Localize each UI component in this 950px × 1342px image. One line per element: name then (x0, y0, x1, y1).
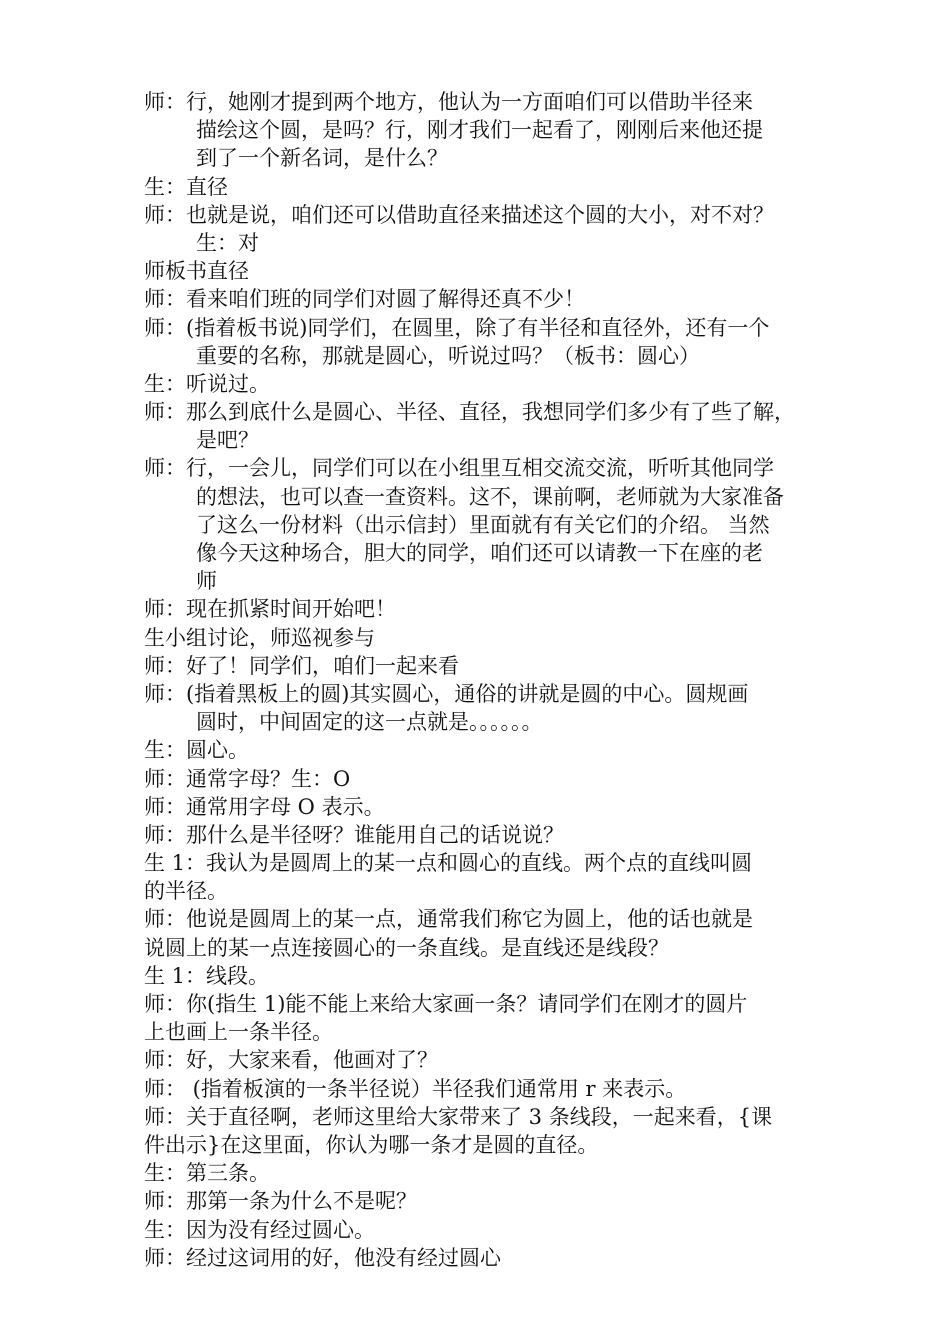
dialogue-line: 上也画上一条半径。 (144, 1020, 333, 1045)
dialogue-line: 是吧？ (196, 428, 259, 453)
dialogue-line: 生 1：我认为是圆周上的某一点和圆心的直线。两个点的直线叫圆 (144, 851, 753, 876)
dialogue-line: 件出示}在这里面，你认为哪一条才是圆的直径。 (144, 1132, 599, 1157)
dialogue-paragraph (144, 765, 884, 793)
dialogue-paragraph (144, 962, 884, 990)
dialogue-line: 师：通常用字母 O 表示。 (144, 794, 385, 819)
dialogue-line: 的半径。 (144, 879, 228, 904)
dialogue-line: 说圆上的某一点连接圆心的一条直线。是直线还是线段？ (144, 935, 669, 960)
dialogue-paragraph (144, 736, 884, 764)
dialogue-line: 师：那么到底什么是圆心、半径、直径，我想同学们多少有了些了解， (144, 400, 795, 425)
dialogue-paragraph (144, 821, 884, 849)
dialogue-line: 生：因为没有经过圆心。 (144, 1217, 375, 1242)
dialogue-paragraph (144, 1075, 884, 1103)
dialogue-line: 师：好，大家来看，他画对了？ (144, 1048, 438, 1073)
dialogue-paragraph (144, 652, 884, 680)
dialogue-line: 生：第三条。 (144, 1161, 270, 1186)
dialogue-paragraph (144, 624, 884, 652)
dialogue-paragraph (144, 1103, 884, 1159)
dialogue-paragraph (144, 1046, 884, 1074)
dialogue-paragraph (144, 990, 884, 1046)
dialogue-paragraph (144, 173, 884, 201)
dialogue-line: 师：好了！同学们，咱们一起来看 (144, 653, 459, 678)
dialogue-line: 师板书直径 (144, 259, 249, 284)
dialogue-paragraph (144, 905, 884, 961)
dialogue-paragraph (144, 201, 884, 257)
dialogue-paragraph (144, 680, 884, 736)
dialogue-paragraph (144, 1244, 884, 1272)
dialogue-line: 生：听说过。 (144, 371, 270, 396)
dialogue-line: 师：你(指生 1)能不能上来给大家画一条？请同学们在刚才的圆片 (144, 992, 748, 1016)
document-page (144, 88, 884, 1272)
dialogue-line: 生小组讨论，师巡视参与 (144, 625, 375, 650)
dialogue-paragraph (144, 314, 884, 370)
dialogue-paragraph (144, 793, 884, 821)
dialogue-paragraph (144, 370, 884, 398)
dialogue-line: 师：现在抓紧时间开始吧！ (144, 597, 396, 622)
dialogue-paragraph (144, 595, 884, 623)
dialogue-line: 像今天这种场合，胆大的同学，咱们还可以请教一下在座的老 (196, 541, 763, 565)
dialogue-line: 师：那什么是半径呀？谁能用自己的话说说？ (144, 822, 564, 847)
dialogue-line: 师：看来咱们班的同学们对圆了解得还真不少！ (144, 287, 585, 312)
dialogue-line: 师：他说是圆周上的某一点，通常我们称它为圆上，他的话也就是 (144, 907, 753, 932)
dialogue-line: 师 (196, 569, 217, 594)
dialogue-line: 师： (指着板演的一条半径说）半径我们通常用 r 来表示。 (144, 1076, 687, 1101)
dialogue-line: 师：通常字母？生：O (144, 766, 351, 791)
dialogue-paragraph (144, 1159, 884, 1187)
dialogue-paragraph (144, 454, 884, 595)
dialogue-paragraph (144, 1187, 884, 1215)
dialogue-paragraph (144, 257, 884, 285)
dialogue-line: 师：行，她刚才提到两个地方，他认为一方面咱们可以借助半径来 (144, 90, 753, 114)
dialogue-line: 师：也就是说，咱们还可以借助直径来描述这个圆的大小，对不对？ (144, 202, 774, 227)
dialogue-paragraph (144, 285, 884, 313)
dialogue-paragraph (144, 398, 884, 454)
dialogue-paragraph (144, 88, 884, 173)
dialogue-line: 重要的名称，那就是圆心，听说过吗？（板书：圆心） (196, 343, 700, 368)
dialogue-line: 师：关于直径啊，老师这里给大家带来了 3 条线段，一起来看，{课 (144, 1104, 773, 1129)
dialogue-line: 生：直径 (144, 174, 228, 199)
dialogue-line: 的想法，也可以查一查资料。这不，课前啊，老师就为大家准备 (196, 484, 784, 509)
dialogue-paragraph (144, 1216, 884, 1244)
dialogue-paragraph (144, 849, 884, 905)
dialogue-line: 生 1：线段。 (144, 963, 270, 988)
dialogue-line: 师：那第一条为什么不是呢？ (144, 1189, 417, 1214)
dialogue-line: 圆时，中间固定的这一点就是。。。。。。 (196, 710, 543, 735)
dialogue-line: 师：(指着黑板上的圆)其实圆心，通俗的讲就是圆的中心。圆规画 (144, 681, 749, 706)
dialogue-line: 生：圆心。 (144, 738, 249, 763)
dialogue-line: 师：行，一会儿，同学们可以在小组里互相交流交流，听听其他同学 (144, 456, 774, 481)
dialogue-line: 到了一个新名词，是什么？ (196, 146, 448, 171)
dialogue-line: 了这么一份材料（出示信封）里面就有有关它们的介绍。 当然 (196, 512, 770, 537)
dialogue-line: 师：经过这词用的好，他没有经过圆心 (144, 1245, 501, 1270)
dialogue-line: 师：(指着板书说)同学们，在圆里，除了有半径和直径外，还有一个 (144, 315, 770, 340)
dialogue-line: 生：对 (196, 230, 259, 255)
dialogue-line: 描绘这个圆，是吗？行，刚才我们一起看了，刚刚后来他还提 (196, 118, 763, 143)
